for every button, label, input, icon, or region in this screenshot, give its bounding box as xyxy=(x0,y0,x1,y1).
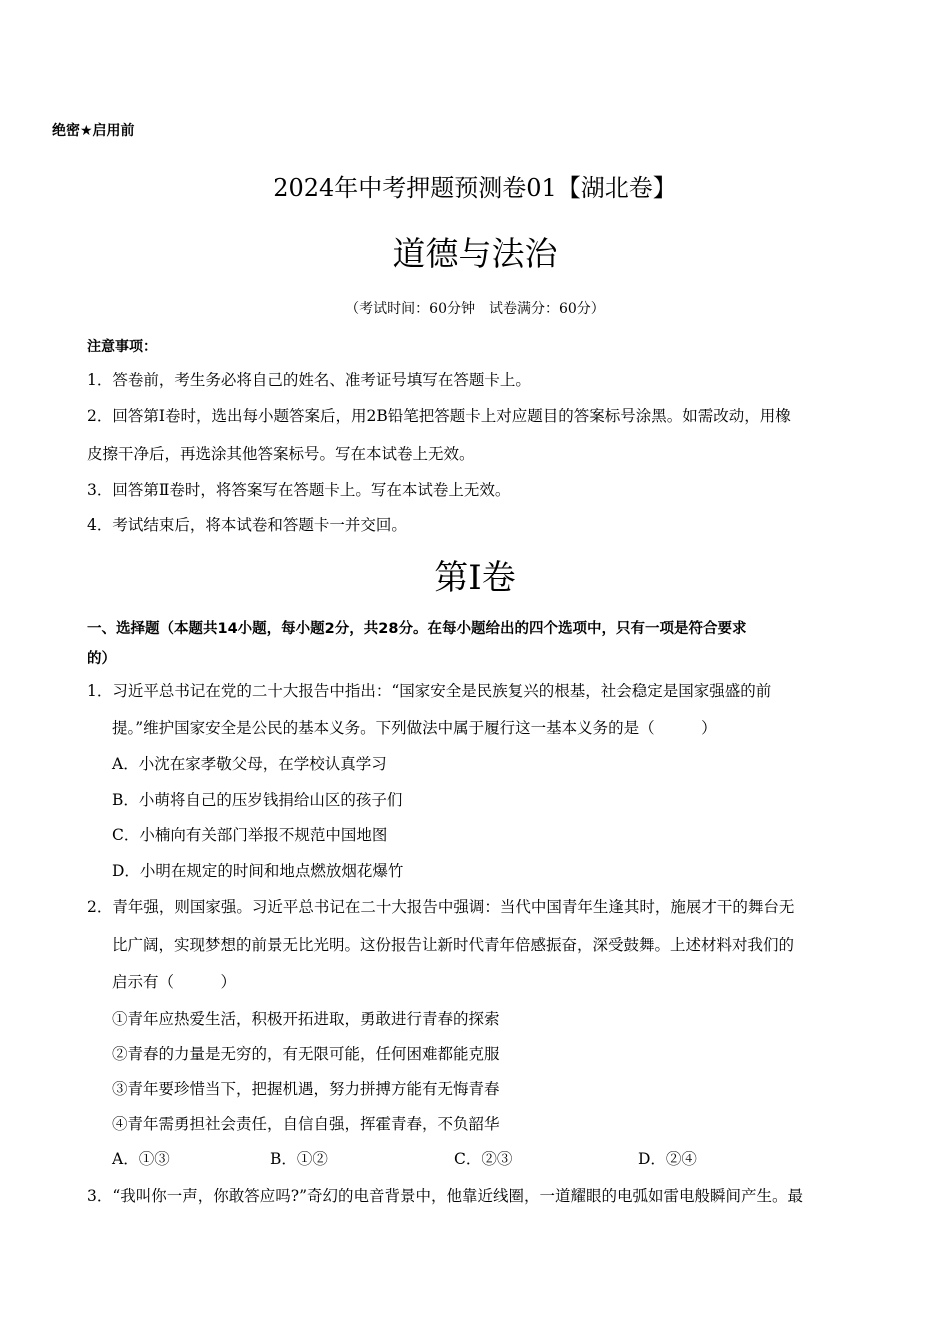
note-item-2-continued: 皮擦干净后，再选涂其他答案标号。写在本试卷上无效。 xyxy=(87,445,475,463)
note-item-1: 1．答卷前，考生务必将自己的姓名、准考证号填写在答题卡上。 xyxy=(87,371,531,389)
question-2-statement-1: ①青年应热爱生活，积极开拓进取，勇敢进行青春的探索 xyxy=(112,1010,500,1028)
question-1-option-a: A．小沈在家孝敬父母，在学校认真学习 xyxy=(112,755,387,773)
question-2-statement-3: ③青年要珍惜当下，把握机遇，努力拼搏方能有无悔青春 xyxy=(112,1080,500,1098)
question-2-option-c: C．②③ xyxy=(454,1150,513,1168)
note-item-4: 4．考试结束后，将本试卷和答题卡一并交回。 xyxy=(87,516,407,534)
question-1-option-d: D．小明在规定的时间和地点燃放烟花爆竹 xyxy=(112,862,404,880)
question-2-option-a: A．①③ xyxy=(112,1150,170,1168)
section-instruction-line1: 一、选择题（本题共14小题，每小题2分，共28分。在每小题给出的四个选项中，只有一项是符合要求 xyxy=(87,621,747,637)
question-2-statement-2: ②青春的力量是无穷的，有无限可能，任何困难都能克服 xyxy=(112,1045,500,1063)
notes-heading: 注意事项： xyxy=(87,339,157,355)
section-instruction-line2: 的） xyxy=(87,651,116,667)
note-item-2: 2．回答第Ⅰ卷时，选出每小题答案后，用2B铅笔把答题卡上对应题目的答案标号涂黑。如需改动，用橡 xyxy=(87,407,791,425)
question-2-statement-4: ④青年需勇担社会责任，自信自强，挥霍青春，不负韶华 xyxy=(112,1115,500,1133)
section-title: 第Ⅰ卷 xyxy=(434,558,516,598)
question-1-option-b: B．小萌将自己的压岁钱捐给山区的孩子们 xyxy=(112,791,403,809)
question-2-line1: 2．青年强，则国家强。习近平总书记在二十大报告中强调：当代中国青年生逢其时，施展才干的舞台无 xyxy=(87,898,795,916)
question-3-line1: 3．“我叫你一声，你敢答应吗?”奇幻的电音背景中，他靠近线圈，一道耀眼的电弧如雷电般瞬间产生。最 xyxy=(87,1187,804,1205)
subject-title: 道德与法治 xyxy=(392,234,558,273)
note-item-3: 3．回答第Ⅱ卷时，将答案写在答题卡上。写在本试卷上无效。 xyxy=(87,481,511,499)
question-1-option-c: C．小楠向有关部门举报不规范中国地图 xyxy=(112,826,388,844)
exam-title: 2024年中考押题预测卷01【湖北卷】 xyxy=(273,174,677,202)
secret-label: 绝密★启用前 xyxy=(52,123,135,139)
exam-info: （考试时间：60分钟 试卷满分：60分） xyxy=(345,301,605,317)
question-1-line2: 提。”维护国家安全是公民的基本义务。下列做法中属于履行这一基本义务的是（ ） xyxy=(112,719,717,737)
question-1-line1: 1．习近平总书记在党的二十大报告中指出：“国家安全是民族复兴的根基，社会稳定是国家强盛的前 xyxy=(87,682,772,700)
question-2-option-b: B．①② xyxy=(270,1150,328,1168)
question-2-line2: 比广阔，实现梦想的前景无比光明。这份报告让新时代青年倍感振奋，深受鼓舞。上述材料对我们的 xyxy=(112,936,795,954)
question-2-option-d: D．②④ xyxy=(638,1150,697,1168)
question-2-line3: 启示有（ ） xyxy=(112,973,237,991)
